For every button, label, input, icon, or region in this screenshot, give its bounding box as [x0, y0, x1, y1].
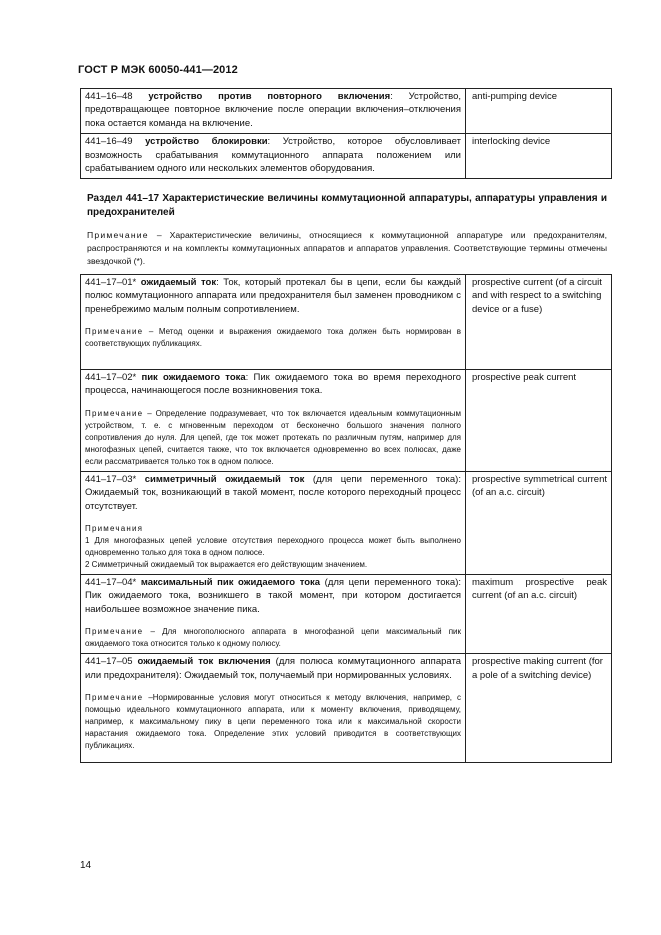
term-code: 441–17–05 [85, 656, 133, 668]
term-code: 441–16–49 [85, 136, 133, 148]
term-definition: (для цепи переменного тока): Ожидаемый ток, возникающий в такой момент, после которого переходный процесс отсутствует. [85, 473, 461, 512]
term-name: пик ожидаемого тока [141, 372, 246, 383]
term-definition: : Ток, который протекал бы в цепи, если бы каждый полюс коммутационного аппарата или предохранителя был заменен проводником с пренебрежимо малым полным сопротивлением. [85, 277, 461, 315]
english-term-cell: interlocking device [466, 134, 612, 179]
page-number: 14 [80, 860, 92, 871]
term-definition: (для полюса коммутационного аппарата или предохранителя): Ожидаемый ток, получаемый при нормированных условиях. [85, 656, 461, 681]
term-note [85, 523, 461, 571]
term-code: 441–17–03* [85, 473, 137, 485]
term-note [85, 692, 461, 752]
note-text: –Нормированные условия могут относиться к методу включения, например, с помощью идеального коммутационного аппарата, или к моменту включения, приводящему, например, к максимальному пику в цепи переменного тока или к максимальной скорости нарастания ожидаемого тока. Определение этих условий приводится в соответствующих публикациях. [85, 693, 461, 751]
note-label: Примечание [87, 230, 149, 240]
section-intro-note [87, 229, 607, 268]
note-text: – Определение подразумевает, что ток включается идеальным коммутационным устройством, т. е. с мгновенным переходом от бесконечно большого значения полного сопротивления до нуля. Для цепей, где ток может протекать по различным путям, например для многофазных цепей, считается также, что ток включается одновременно во всех полюсах, даже если рассматривается только ток в одном полюсе. [85, 408, 461, 466]
note-label: Примечание [85, 408, 144, 418]
english-term-cell: prospective symmetrical current (of an a.c. circuit) [466, 471, 612, 574]
note-label: Примечания [85, 524, 144, 534]
term-definition-cell [81, 134, 466, 179]
term-note [85, 408, 461, 468]
note-text: – Характеристические величины, относящиеся к коммутационной аппаратуре или предохранителям, распространяются и на комплекты коммутационных аппаратов и аппаратов управления. Соответствующие термины отмечены звездочкой (*). [87, 230, 607, 266]
note-label: Примечание [85, 693, 144, 703]
term-name: ожидаемый ток [140, 277, 217, 288]
table-row [81, 134, 612, 179]
note-text: – Для многополюсного аппарата в многофазной цепи максимальный пик ожидаемого тока относится только к одному полюсу. [85, 627, 461, 649]
term-code: 441–17–01* [85, 277, 137, 288]
table-row [81, 370, 612, 472]
note-text: – Метод оценки и выражения ожидаемого тока должен быть нормирован в соответствующих публикациях. [85, 327, 461, 349]
table-row [81, 654, 612, 763]
table-row [81, 575, 612, 654]
term-definition: (для цепи переменного тока): Пик ожидаемого тока, возникшего в такой момент, при котором достигается наибольшее возможное значение пика. [85, 577, 462, 615]
term-name: ожидаемый ток включения [137, 656, 271, 668]
term-note [85, 626, 461, 650]
english-term-cell: prospective peak current [466, 370, 612, 472]
terms-table-top [80, 88, 612, 179]
term-definition-cell [81, 370, 466, 472]
term-code: 441–16–48 [85, 91, 133, 102]
term-name: устройство против повторного включения [148, 91, 391, 102]
note-line: 1 Для многофазных цепей условие отсутствия переходного процесса может быть выполнено одновременно только для тока в одном полюсе. [85, 536, 461, 558]
term-definition: : Устройство, которое обусловливает возможность срабатывания коммутационного аппарата положением или срабатыванием одного или нескольких элементов оборудования. [85, 136, 461, 175]
term-definition-cell [81, 89, 466, 134]
term-definition: : Пик ожидаемого тока во время переходного процесса, начинающегося после возникновения тока. [85, 372, 461, 397]
term-note [85, 326, 461, 350]
term-name: устройство блокировки [145, 136, 268, 148]
term-code: 441–17–04* [85, 577, 137, 589]
term-name: максимальный пик ожидаемого тока [140, 577, 321, 589]
term-definition-cell [81, 471, 466, 574]
table-row [81, 471, 612, 574]
section-title: Раздел 441–17 Характеристические величины коммутационной аппаратуры, аппаратуры управления и предохранителей [87, 193, 607, 218]
note-line: 2 Симметричный ожидаемый ток выражается его действующим значением. [85, 560, 368, 570]
note-label: Примечание [85, 627, 144, 637]
term-name: симметричный ожидаемый ток [144, 473, 305, 485]
terms-table-main [80, 274, 612, 763]
english-term-cell: prospective making current (for a pole of a switching device) [466, 654, 612, 763]
term-definition-cell [81, 654, 466, 763]
english-term-cell: maximum prospective peak current (of an a.c. circuit) [466, 575, 612, 654]
term-definition: : Устройство, предотвращающее повторное включение после операции включения–отключения пока остается команда на включение. [85, 91, 461, 129]
table-row [81, 275, 612, 370]
term-definition-cell [81, 275, 466, 370]
document-header: ГОСТ Р МЭК 60050-441—2012 [78, 64, 238, 76]
english-term-cell: prospective current (of a circuit and with respect to a switching device or a fuse) [466, 275, 612, 370]
note-label: Примечание [85, 327, 144, 337]
term-definition-cell [81, 575, 466, 654]
term-code: 441–17–02* [85, 372, 137, 383]
english-term-cell: anti-pumping device [466, 89, 612, 134]
table-row [81, 89, 612, 134]
